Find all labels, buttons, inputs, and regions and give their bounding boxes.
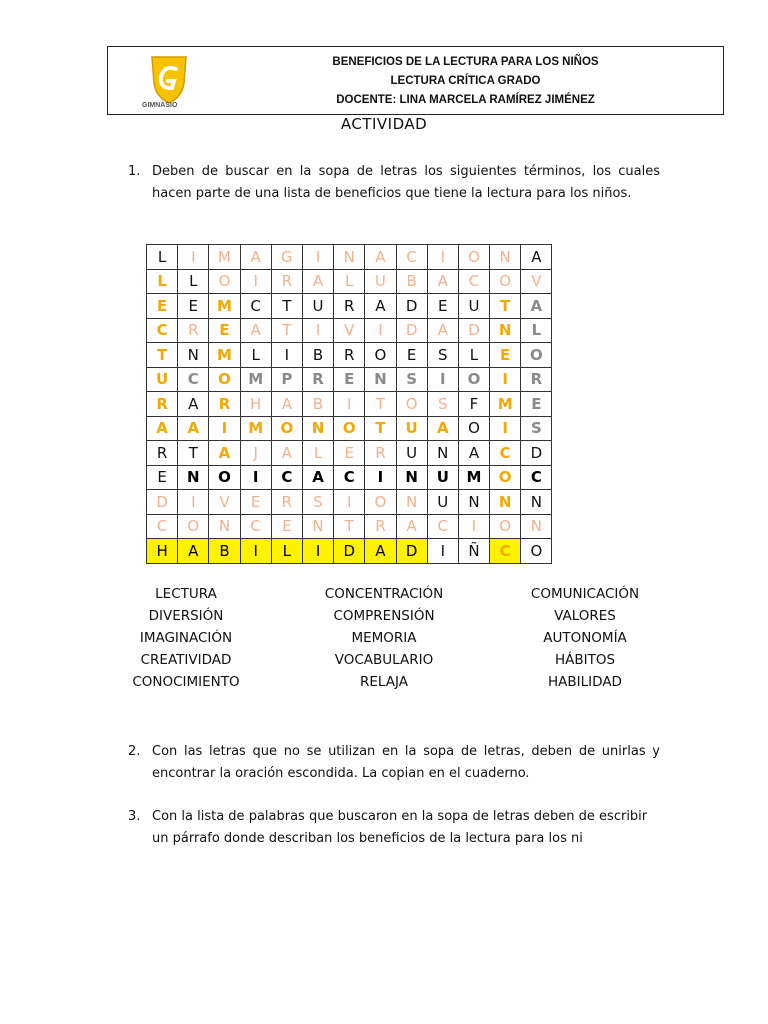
- grid-cell: O: [458, 367, 489, 392]
- grid-cell: U: [427, 490, 458, 515]
- grid-cell: N: [334, 245, 365, 270]
- grid-cell: A: [271, 441, 302, 466]
- grid-cell: L: [458, 343, 489, 368]
- grid-cell: C: [427, 514, 458, 539]
- grid-cell: S: [427, 343, 458, 368]
- grid-cell: I: [209, 416, 240, 441]
- grid-cell: D: [458, 318, 489, 343]
- grid-cell: D: [396, 294, 427, 319]
- grid-cell: O: [521, 343, 552, 368]
- grid-cell: A: [240, 318, 271, 343]
- grid-cell: A: [240, 245, 271, 270]
- grid-cell: N: [302, 416, 333, 441]
- grid-cell: O: [521, 539, 552, 564]
- grid-cell: E: [147, 465, 178, 490]
- grid-cell: L: [271, 539, 302, 564]
- grid-cell: N: [521, 490, 552, 515]
- grid-cell: E: [209, 318, 240, 343]
- grid-cell: N: [365, 367, 396, 392]
- grid-row: [147, 490, 552, 515]
- grid-cell: M: [209, 245, 240, 270]
- grid-cell: N: [490, 490, 521, 515]
- grid-cell: C: [490, 539, 521, 564]
- grid-cell: L: [521, 318, 552, 343]
- grid-cell: B: [209, 539, 240, 564]
- grid-cell: A: [521, 245, 552, 270]
- grid-cell: N: [458, 490, 489, 515]
- instruction-1: [128, 161, 660, 205]
- grid-cell: I: [240, 465, 271, 490]
- grid-cell: R: [147, 441, 178, 466]
- grid-cell: I: [458, 514, 489, 539]
- document-header: [107, 46, 724, 115]
- grid-cell: L: [147, 245, 178, 270]
- word-item: CREATIVIDAD: [140, 652, 232, 668]
- grid-cell: O: [178, 514, 209, 539]
- grid-cell: U: [147, 367, 178, 392]
- grid-cell: I: [302, 318, 333, 343]
- grid-cell: I: [427, 245, 458, 270]
- school-logo: [134, 53, 204, 109]
- grid-cell: R: [271, 269, 302, 294]
- grid-row: [147, 465, 552, 490]
- grid-cell: I: [271, 343, 302, 368]
- grid-row: [147, 416, 552, 441]
- grid-cell: P: [271, 367, 302, 392]
- grid-cell: O: [490, 269, 521, 294]
- grid-cell: N: [209, 514, 240, 539]
- grid-cell: R: [521, 367, 552, 392]
- grid-cell: B: [396, 269, 427, 294]
- instruction-text: Con la lista de palabras que buscaron en la sopa de letras deben de escribir un párrafo donde describan los beneficios de la lectura para los ni: [152, 809, 648, 846]
- grid-row: [147, 269, 552, 294]
- grid-cell: I: [334, 392, 365, 417]
- grid-cell: A: [302, 269, 333, 294]
- grid-cell: N: [490, 245, 521, 270]
- grid-cell: R: [209, 392, 240, 417]
- word-item: IMAGINACIÓN: [139, 630, 233, 646]
- grid-cell: S: [427, 392, 458, 417]
- grid-row: [147, 539, 552, 564]
- grid-cell: A: [178, 416, 209, 441]
- grid-cell: R: [178, 318, 209, 343]
- grid-cell: I: [490, 367, 521, 392]
- grid-cell: I: [365, 318, 396, 343]
- grid-cell: C: [521, 465, 552, 490]
- grid-cell: S: [521, 416, 552, 441]
- grid-cell: E: [240, 490, 271, 515]
- grid-cell: C: [240, 294, 271, 319]
- grid-cell: A: [365, 539, 396, 564]
- grid-cell: N: [521, 514, 552, 539]
- grid-cell: E: [396, 343, 427, 368]
- grid-cell: N: [396, 465, 427, 490]
- grid-cell: I: [490, 416, 521, 441]
- grid-cell: I: [240, 539, 271, 564]
- grid-cell: T: [271, 318, 302, 343]
- word-item: CONCENTRACIÓN: [324, 586, 444, 602]
- grid-cell: M: [209, 294, 240, 319]
- grid-row: [147, 367, 552, 392]
- grid-cell: R: [147, 392, 178, 417]
- grid-cell: R: [334, 343, 365, 368]
- grid-cell: E: [521, 392, 552, 417]
- grid-cell: I: [427, 539, 458, 564]
- grid-cell: O: [458, 245, 489, 270]
- grid-cell: R: [365, 441, 396, 466]
- grid-row: [147, 514, 552, 539]
- grid-cell: A: [427, 416, 458, 441]
- grid-cell: L: [240, 343, 271, 368]
- grid-cell: D: [334, 539, 365, 564]
- instruction-number: 2.: [128, 744, 141, 759]
- grid-row: [147, 343, 552, 368]
- grid-cell: M: [240, 367, 271, 392]
- grid-cell: A: [178, 539, 209, 564]
- grid-cell: N: [427, 441, 458, 466]
- word-search-grid: [146, 244, 552, 564]
- grid-row: [147, 245, 552, 270]
- grid-cell: O: [209, 367, 240, 392]
- grid-cell: R: [302, 367, 333, 392]
- grid-cell: A: [302, 465, 333, 490]
- grid-cell: E: [490, 343, 521, 368]
- word-item: DIVERSIÓN: [148, 608, 224, 624]
- word-item: VALORES: [554, 608, 616, 624]
- grid-cell: C: [147, 318, 178, 343]
- word-item: MEMORIA: [351, 630, 417, 646]
- grid-cell: O: [271, 416, 302, 441]
- grid-cell: H: [240, 392, 271, 417]
- grid-cell: A: [365, 294, 396, 319]
- grid-cell: L: [302, 441, 333, 466]
- grid-cell: O: [458, 416, 489, 441]
- grid-cell: J: [240, 441, 271, 466]
- grid-cell: E: [147, 294, 178, 319]
- grid-cell: U: [396, 441, 427, 466]
- grid-cell: F: [458, 392, 489, 417]
- word-list-column-3: [510, 583, 660, 693]
- grid-cell: I: [334, 490, 365, 515]
- instruction-3: [128, 806, 660, 850]
- word-list-column-1: [116, 583, 256, 693]
- grid-cell: O: [365, 343, 396, 368]
- grid-cell: O: [209, 269, 240, 294]
- grid-cell: N: [302, 514, 333, 539]
- word-item: HÁBITOS: [554, 652, 616, 668]
- grid-cell: T: [334, 514, 365, 539]
- grid-row: [147, 392, 552, 417]
- grid-cell: C: [271, 465, 302, 490]
- instruction-number: 3.: [128, 809, 141, 824]
- instruction-text: Deben de buscar en la sopa de letras los siguientes términos, los cuales hacen parte de una lista de beneficios que tiene la lectura para los niños.: [152, 164, 660, 201]
- grid-cell: A: [209, 441, 240, 466]
- grid-cell: A: [427, 269, 458, 294]
- grid-cell: I: [178, 245, 209, 270]
- instruction-2: [128, 741, 660, 785]
- word-item: COMPRENSIÓN: [333, 608, 435, 624]
- word-item: RELAJA: [360, 674, 408, 690]
- grid-cell: D: [147, 490, 178, 515]
- svg-text:GIMNASIO: GIMNASIO: [142, 102, 178, 109]
- grid-cell: A: [396, 514, 427, 539]
- grid-cell: O: [365, 490, 396, 515]
- grid-cell: L: [334, 269, 365, 294]
- grid-cell: E: [271, 514, 302, 539]
- grid-cell: A: [458, 441, 489, 466]
- grid-cell: E: [427, 294, 458, 319]
- grid-cell: R: [365, 514, 396, 539]
- grid-cell: C: [240, 514, 271, 539]
- grid-cell: Ñ: [458, 539, 489, 564]
- grid-cell: A: [427, 318, 458, 343]
- grid-cell: A: [271, 392, 302, 417]
- grid-cell: A: [147, 416, 178, 441]
- grid-cell: T: [147, 343, 178, 368]
- grid-cell: U: [365, 269, 396, 294]
- grid-cell: U: [427, 465, 458, 490]
- grid-row: [147, 294, 552, 319]
- grid-cell: M: [458, 465, 489, 490]
- grid-cell: N: [490, 318, 521, 343]
- grid-cell: L: [178, 269, 209, 294]
- grid-cell: M: [209, 343, 240, 368]
- grid-cell: G: [271, 245, 302, 270]
- grid-cell: B: [302, 343, 333, 368]
- word-item: HABILIDAD: [548, 674, 622, 690]
- grid-cell: C: [147, 514, 178, 539]
- grid-row: [147, 441, 552, 466]
- word-item: CONOCIMIENTO: [132, 674, 240, 690]
- grid-cell: D: [521, 441, 552, 466]
- activity-title: ACTIVIDAD: [340, 115, 428, 133]
- grid-cell: I: [302, 245, 333, 270]
- grid-cell: A: [521, 294, 552, 319]
- grid-cell: I: [427, 367, 458, 392]
- grid-cell: E: [334, 367, 365, 392]
- grid-cell: N: [178, 343, 209, 368]
- grid-cell: I: [178, 490, 209, 515]
- grid-cell: N: [396, 490, 427, 515]
- grid-cell: S: [302, 490, 333, 515]
- grid-cell: O: [490, 514, 521, 539]
- grid-cell: O: [490, 465, 521, 490]
- grid-cell: T: [490, 294, 521, 319]
- grid-cell: E: [334, 441, 365, 466]
- grid-cell: V: [521, 269, 552, 294]
- grid-cell: O: [334, 416, 365, 441]
- word-item: AUTONOMÍA: [543, 630, 627, 646]
- grid-cell: C: [334, 465, 365, 490]
- header-teacher: DOCENTE: LINA MARCELA RAMÍREZ JIMÉNEZ: [336, 94, 595, 106]
- grid-cell: C: [178, 367, 209, 392]
- grid-row: [147, 318, 552, 343]
- header-title: BENEFICIOS DE LA LECTURA PARA LOS NIÑOS: [332, 56, 599, 68]
- instruction-number: 1.: [128, 164, 141, 179]
- grid-cell: O: [396, 392, 427, 417]
- grid-cell: B: [302, 392, 333, 417]
- word-item: VOCABULARIO: [334, 652, 434, 668]
- grid-cell: R: [271, 490, 302, 515]
- grid-cell: R: [334, 294, 365, 319]
- grid-cell: S: [396, 367, 427, 392]
- grid-cell: O: [209, 465, 240, 490]
- grid-cell: T: [365, 392, 396, 417]
- grid-cell: C: [490, 441, 521, 466]
- grid-cell: D: [396, 318, 427, 343]
- grid-cell: U: [302, 294, 333, 319]
- grid-cell: I: [302, 539, 333, 564]
- word-item: LECTURA: [155, 586, 217, 602]
- grid-cell: T: [178, 441, 209, 466]
- grid-cell: U: [458, 294, 489, 319]
- instruction-text: Con las letras que no se utilizan en la sopa de letras, deben de unirlas y encontrar la oración escondida. La copian en el cuaderno.: [152, 744, 660, 781]
- grid-cell: H: [147, 539, 178, 564]
- grid-cell: A: [178, 392, 209, 417]
- grid-cell: M: [490, 392, 521, 417]
- header-subtitle: LECTURA CRÍTICA GRADO: [390, 75, 541, 87]
- grid-cell: M: [240, 416, 271, 441]
- grid-cell: T: [365, 416, 396, 441]
- grid-cell: I: [240, 269, 271, 294]
- grid-cell: C: [396, 245, 427, 270]
- grid-cell: T: [271, 294, 302, 319]
- grid-cell: D: [396, 539, 427, 564]
- grid-cell: U: [396, 416, 427, 441]
- grid-cell: V: [209, 490, 240, 515]
- grid-cell: L: [147, 269, 178, 294]
- grid-cell: N: [178, 465, 209, 490]
- grid-cell: E: [178, 294, 209, 319]
- grid-cell: A: [365, 245, 396, 270]
- grid-cell: I: [365, 465, 396, 490]
- grid-cell: C: [458, 269, 489, 294]
- word-item: COMUNICACIÓN: [530, 586, 640, 602]
- word-list-column-2: [304, 583, 464, 693]
- grid-cell: V: [334, 318, 365, 343]
